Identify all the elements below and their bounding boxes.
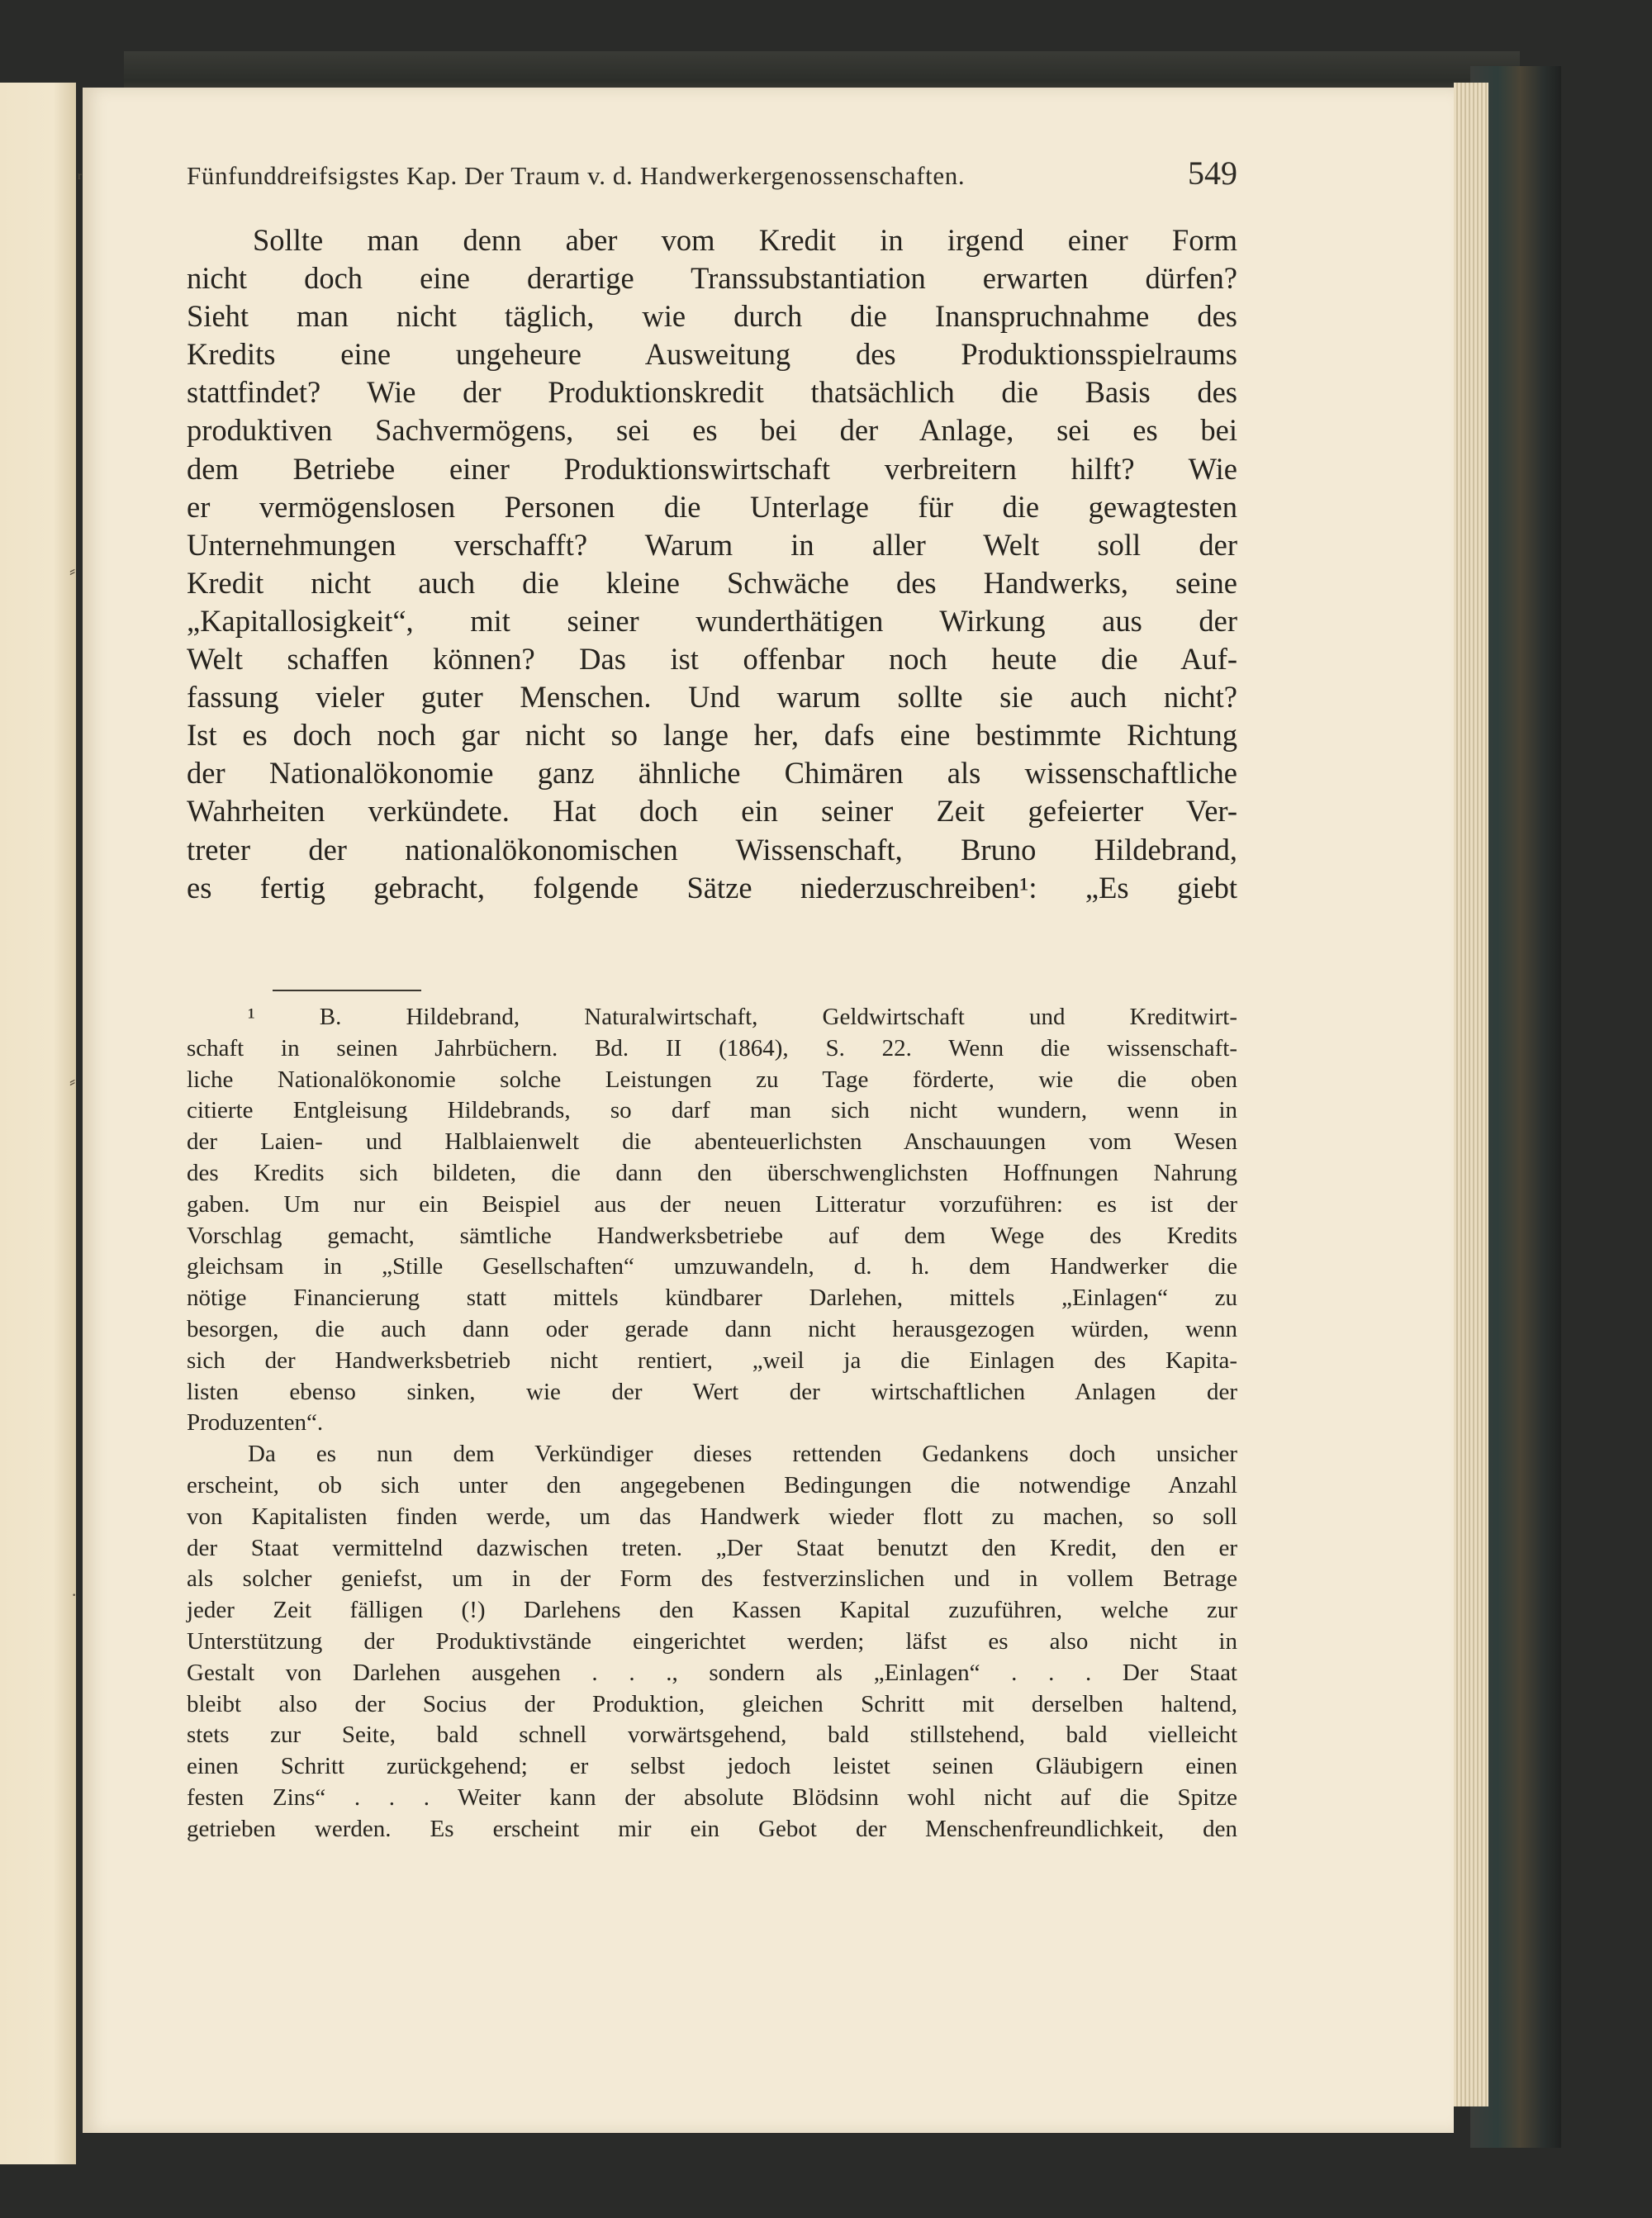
footnote-line: stets zur Seite, bald schnell vorwärtsgehend, bald stillstehend, bald vielleicht [187,1722,1237,1749]
text-line: der Nationalökonomie ganz ähnliche Chimären als wissenschaftliche [187,756,1237,791]
text-line: „Kapitallosigkeit“, mit seiner wunderthätigen Wirkung aus der [187,603,1237,638]
footnote-line: Gestalt von Darlehen ausgehen . . ., sondern als „Einlagen“ . . . Der Staat [187,1659,1237,1686]
text-line: Ist es doch noch gar nicht so lange her, dafs eine bestimmte Richtung [187,718,1237,753]
footnote-line: gaben. Um nur ein Beispiel aus der neuen Litteratur vorzuführen: es ist der [187,1190,1237,1218]
text-line: Unternehmungen verschafft? Warum in aller Welt soll der [187,527,1237,562]
text-line: nicht doch eine derartige Transsubstantiation erwarten dürfen? [187,261,1237,296]
footnote-line: listen ebenso sinken, wie der Wert der wirtschaftlichen Anlagen der [187,1378,1237,1405]
footnote-line: Produzenten“. [187,1409,324,1437]
footnote-line: gleichsam in „Stille Gesellschaften“ umzuwandeln, d. h. dem Handwerker die [187,1253,1237,1280]
text-line: fassung vieler guter Menschen. Und warum sollte sie auch nicht? [187,680,1237,715]
footnote-line: einen Schritt zurückgehend; er selbst jedoch leistet seinen Gläubigern einen [187,1753,1237,1780]
text-line: Kredit nicht auch die kleine Schwäche des Handwerks, seine [187,565,1237,600]
page-edges [1454,83,1488,2106]
page-number: 549 [1188,154,1237,192]
footnote-line: Da es nun dem Verkündiger dieses rettenden Gedankens doch unsicher [248,1441,1237,1468]
running-title: Fünfunddreifsigstes Kap. Der Traum v. d. Handwerkergenossenschaften. [187,161,966,190]
footnote-line: liche Nationalökonomie solche Leistungen zu Tage förderte, wie die oben [187,1066,1237,1093]
text-line: stattfindet? Wie der Produktionskredit thatsächlich die Basis des [187,375,1237,410]
main-text [187,221,1237,907]
footnote-line: von Kapitalisten finden werde, um das Handwerk wieder flott zu machen, so soll [187,1503,1237,1530]
footnote-line: bleibt also der Socius der Produktion, gleichen Schritt mit derselben haltend, [187,1690,1237,1717]
text-line: es fertig gebracht, folgende Sätze niederzuschreiben¹: „Es giebt [187,870,1237,905]
footnote-line: nötige Financierung statt mittels kündbarer Darlehen, mittels „Einlagen“ zu [187,1285,1237,1312]
footnote-line: citierte Entgleisung Hildebrands, so darf man sich nicht wundern, wenn in [187,1097,1237,1124]
footnote-line: festen Zins“ . . . Weiter kann der absolute Blödsinn wohl nicht auf die Spitze [187,1783,1237,1811]
text-line: dem Betriebe einer Produktionswirtschaft verbreitern hilft? Wie [187,451,1237,486]
footnote-line: besorgen, die auch dann oder gerade dann nicht herausgezogen würden, wenn [187,1315,1237,1342]
footnote [187,1002,1237,1845]
footnote-line: erscheint, ob sich unter den angegebenen Bedingungen die notwendige Anzahl [187,1471,1237,1498]
footnote-line: ¹ B. Hildebrand, Naturalwirtschaft, Geldwirtschaft und Kreditwirt- [248,1004,1237,1030]
footnote-line: der Laien- und Halblaienwelt die abenteuerlichsten Anschauungen vom Wesen [187,1128,1237,1156]
footnote-line: schaft in seinen Jahrbüchern. Bd. II (1864), S. 22. Wenn die wissenschaft- [187,1034,1237,1062]
footnote-line: getrieben werden. Es erscheint mir ein Gebot der Menschenfreundlichkeit, den [187,1815,1237,1842]
footnote-rule [273,990,421,991]
footnote-line: sich der Handwerksbetrieb nicht rentiert, „weil ja die Einlagen des Kapita- [187,1346,1237,1374]
text-line: Kredits eine ungeheure Ausweitung des Produktionsspielraums [187,337,1237,372]
footnote-line: jeder Zeit fälligen (!) Darlehens den Kassen Kapital zuzuführen, welche zur [187,1597,1237,1624]
text-line: treter der nationalökonomischen Wissenschaft, Bruno Hildebrand, [187,832,1237,867]
footnote-line: Vorschlag gemacht, sämtliche Handwerksbetriebe auf dem Wege des Kredits [187,1222,1237,1249]
footnote-line: des Kredits sich bildeten, die dann den überschwenglichsten Hoffnungen Nahrung [187,1159,1237,1186]
text-line: Sollte man denn aber vom Kredit in irgend einer Form [253,223,1237,257]
text-line: produktiven Sachvermögens, sei es bei der Anlage, sei es bei [187,413,1237,448]
footnote-line: Unterstützung der Produktivstände eingerichtet werden; läfst es also nicht in [187,1627,1237,1655]
running-header [187,154,1237,207]
footnote-line: als solcher geniefst, um in der Form des festverzinslichen und in vollem Betrage [187,1565,1237,1593]
text-line: er vermögenslosen Personen die Unterlage für die gewagtesten [187,489,1237,524]
text-line: Wahrheiten verkündete. Hat doch ein seiner Zeit gefeierter Ver- [187,794,1237,829]
text-line: Welt schaffen können? Das ist offenbar noch heute die Auf- [187,642,1237,677]
footnote-line: der Staat vermittelnd dazwischen treten. „Der Staat benutzt den Kredit, den er [187,1534,1237,1561]
left-page-margin [0,83,76,2164]
text-line: Sieht man nicht täglich, wie durch die Inanspruchnahme des [187,299,1237,334]
